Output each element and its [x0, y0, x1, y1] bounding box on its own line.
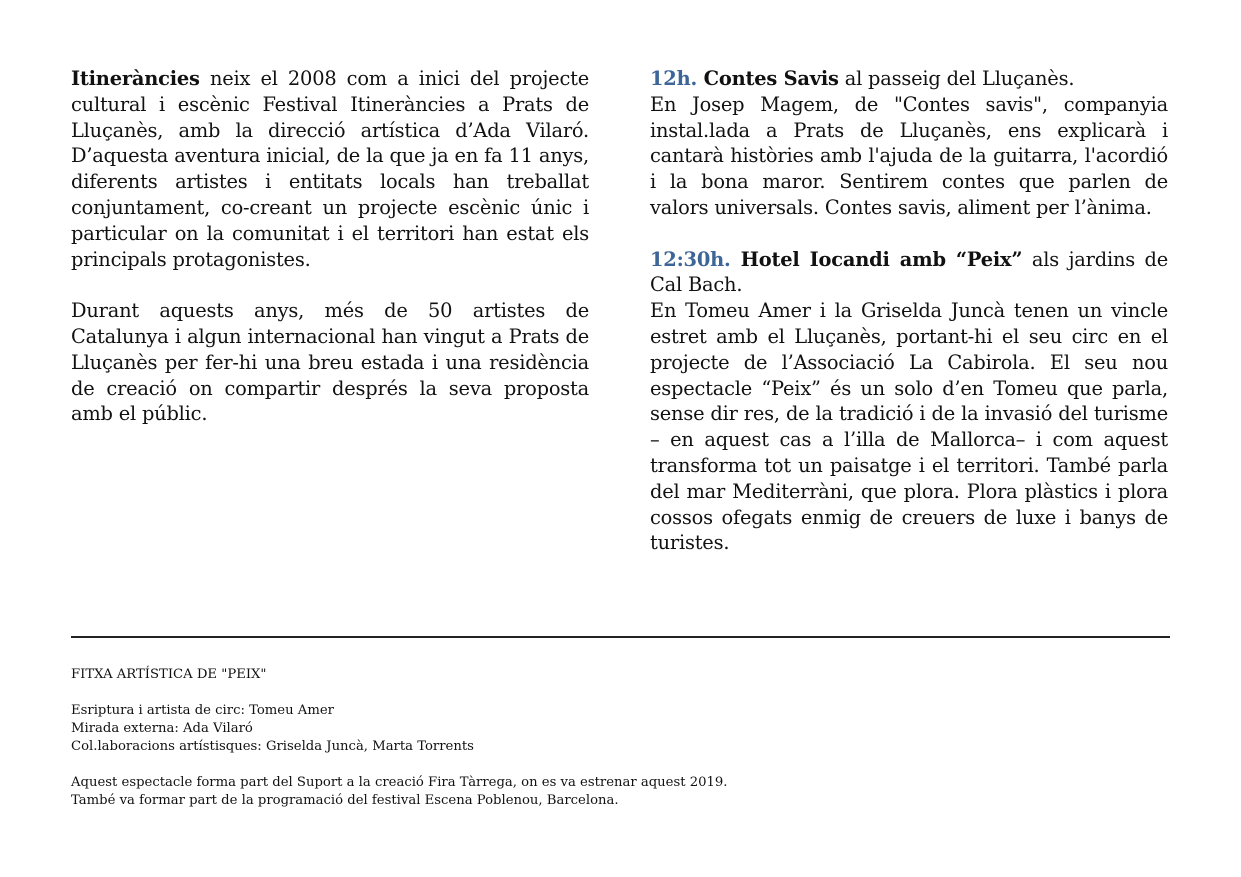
- intro-paragraph: [71, 66, 589, 272]
- event-hotel-iocandi-heading: [650, 247, 1168, 299]
- event-location: al passeig del Lluçanès.: [838, 67, 1075, 90]
- intro-text: neix el 2008 com a inici del projecte cultural i escènic Festival Itineràncies a Prats de Lluçanès, amb la direcció artística d’Ada Vilaró. D’aquesta aventura inicial, de la que ja en fa 11 anys, diferents artistes i entitats locals han treballat conjuntament, co-creant un projecte escènic únic i particular on la comunitat i el territori han estat els principals protagonistes.: [71, 67, 589, 271]
- event-title: Hotel Iocandi amb “Peix”: [730, 247, 1023, 271]
- credit-line: Esriptura i artista de circ: Tomeu Amer: [71, 703, 334, 718]
- right-column: [650, 66, 1168, 556]
- event-time: 12:30h.: [650, 247, 731, 271]
- credit-line: Col.laboracions artístisques: Griselda Juncà, Marta Torrents: [71, 739, 474, 754]
- event-contes-savis-heading: [650, 66, 1168, 92]
- event-hotel-iocandi-description: En Tomeu Amer i la Griselda Juncà tenen un vincle estret amb el Lluçanès, portant-hi el seu circ en el projecte de l’Associació La Cabirola. El seu nou espectacle “Peix” és un solo d’en Tomeu que parla, sense dir res, de la tradició i de la invasió del turisme – en aquest cas a l’illa de Mallorca– i com aquest transforma tot un paisatge i el territori. També parla del mar Mediterràni, que plora. Plora plàstics i plora cossos ofegats enmig de creuers de luxe i banys de turistes.: [650, 299, 1168, 555]
- event-location: als jardins de Cal Bach.: [650, 247, 1168, 297]
- section-divider: [71, 636, 1170, 638]
- event-time: 12h.: [650, 67, 698, 90]
- intro-lead-bold: Itineràncies: [71, 67, 200, 90]
- note-line: També va formar part de la programació del festival Escena Poblenou, Barcelona.: [71, 793, 619, 808]
- history-paragraph: Durant aquests anys, més de 50 artistes de Catalunya i algun internacional han vingut a Prats de Lluçanès per fer-hi una breu estada i una residència de creació on compartir després la seva proposta amb el públic.: [71, 299, 589, 426]
- credit-line: Mirada externa: Ada Vilaró: [71, 721, 253, 736]
- note-line: Aquest espectacle forma part del Suport a la creació Fira Tàrrega, on es va estrenar aquest 2019.: [71, 775, 728, 790]
- event-contes-savis-description: En Josep Magem, de "Contes savis", companyia instal.lada a Prats de Lluçanès, ens explicarà i cantarà històries amb l'ajuda de la guitarra, l'acordió i la bona maror. Sentirem contes que parlen de valors universals. Contes savis, aliment per l’ànima.: [650, 92, 1168, 219]
- fitxa-artistica: [71, 666, 728, 810]
- fitxa-heading: FITXA ARTÍSTICA DE "PEIX": [71, 667, 267, 682]
- left-column: [71, 66, 589, 427]
- event-title: Contes Savis: [697, 67, 839, 90]
